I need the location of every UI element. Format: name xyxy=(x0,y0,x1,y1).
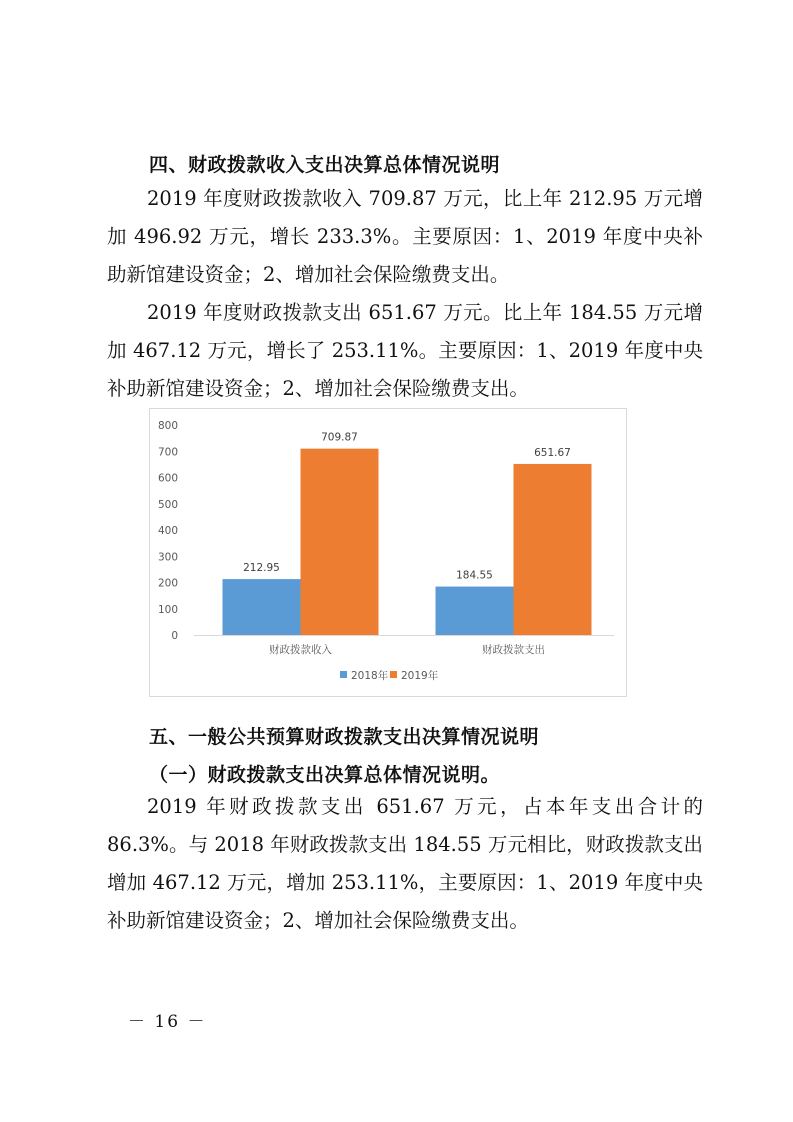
legend-label: 2018年 xyxy=(351,670,389,682)
bar-chart xyxy=(149,408,627,697)
x-category-label: 财政拨款支出 xyxy=(482,644,545,656)
page-number: － 16 － xyxy=(128,1012,207,1032)
section-5-paragraph: 2019 年财政拨款支出 651.67 万元，占本年支出合计的 86.3%。与 2018 年财政拨款支出 184.55 万元相比，财政拨款支出增加 467.12 万元，增加 253.11%，主要原因：1、2019 年度中央补助新馆建设资金；2、增加社会保险缴费支出。 xyxy=(107,795,703,932)
x-category-label: 财政拨款收入 xyxy=(269,644,332,656)
data-label: 184.55 xyxy=(456,569,493,582)
y-tick-label: 700 xyxy=(157,446,178,459)
y-tick-label: 200 xyxy=(157,577,178,590)
bar-2018 xyxy=(223,579,301,635)
bar-chart-svg xyxy=(150,409,628,698)
legend-swatch xyxy=(390,671,397,678)
bar-2019 xyxy=(514,464,592,635)
y-tick-label: 800 xyxy=(157,420,178,432)
section-5-subheading: （一）财政拨款支出决算总体情况说明。 xyxy=(149,764,501,786)
data-label: 212.95 xyxy=(243,562,280,575)
y-tick-label: 0 xyxy=(171,630,178,642)
y-tick-label: 600 xyxy=(157,472,178,485)
bar-2019 xyxy=(301,449,379,635)
data-label: 651.67 xyxy=(534,446,571,459)
legend-label: 2019年 xyxy=(401,670,439,682)
bar-2018 xyxy=(436,587,514,635)
section-4-paragraph-2: 2019 年度财政拨款支出 651.67 万元。比上年 184.55 万元增加 467.12 万元，增长了 253.11%。主要原因：1、2019 年度中央补助新馆建设资金；2、增加社会保险缴费支出。 xyxy=(107,301,703,400)
section-5-heading: 五、一般公共预算财政拨款支出决算情况说明 xyxy=(149,726,540,748)
y-tick-label: 400 xyxy=(157,525,178,537)
y-tick-label: 300 xyxy=(157,551,178,564)
section-4-paragraph-1: 2019 年度财政拨款收入 709.87 万元，比上年 212.95 万元增加 496.92 万元，增长 233.3%。主要原因：1、2019 年度中央补助新馆建设资金；2、增加社会保险缴费支出。 xyxy=(107,187,703,286)
data-label: 709.87 xyxy=(321,431,358,444)
section-4-heading: 四、财政拨款收入支出决算总体情况说明 xyxy=(149,154,501,176)
legend-swatch xyxy=(340,671,347,678)
y-tick-label: 100 xyxy=(157,603,178,616)
y-tick-label: 500 xyxy=(157,498,178,511)
